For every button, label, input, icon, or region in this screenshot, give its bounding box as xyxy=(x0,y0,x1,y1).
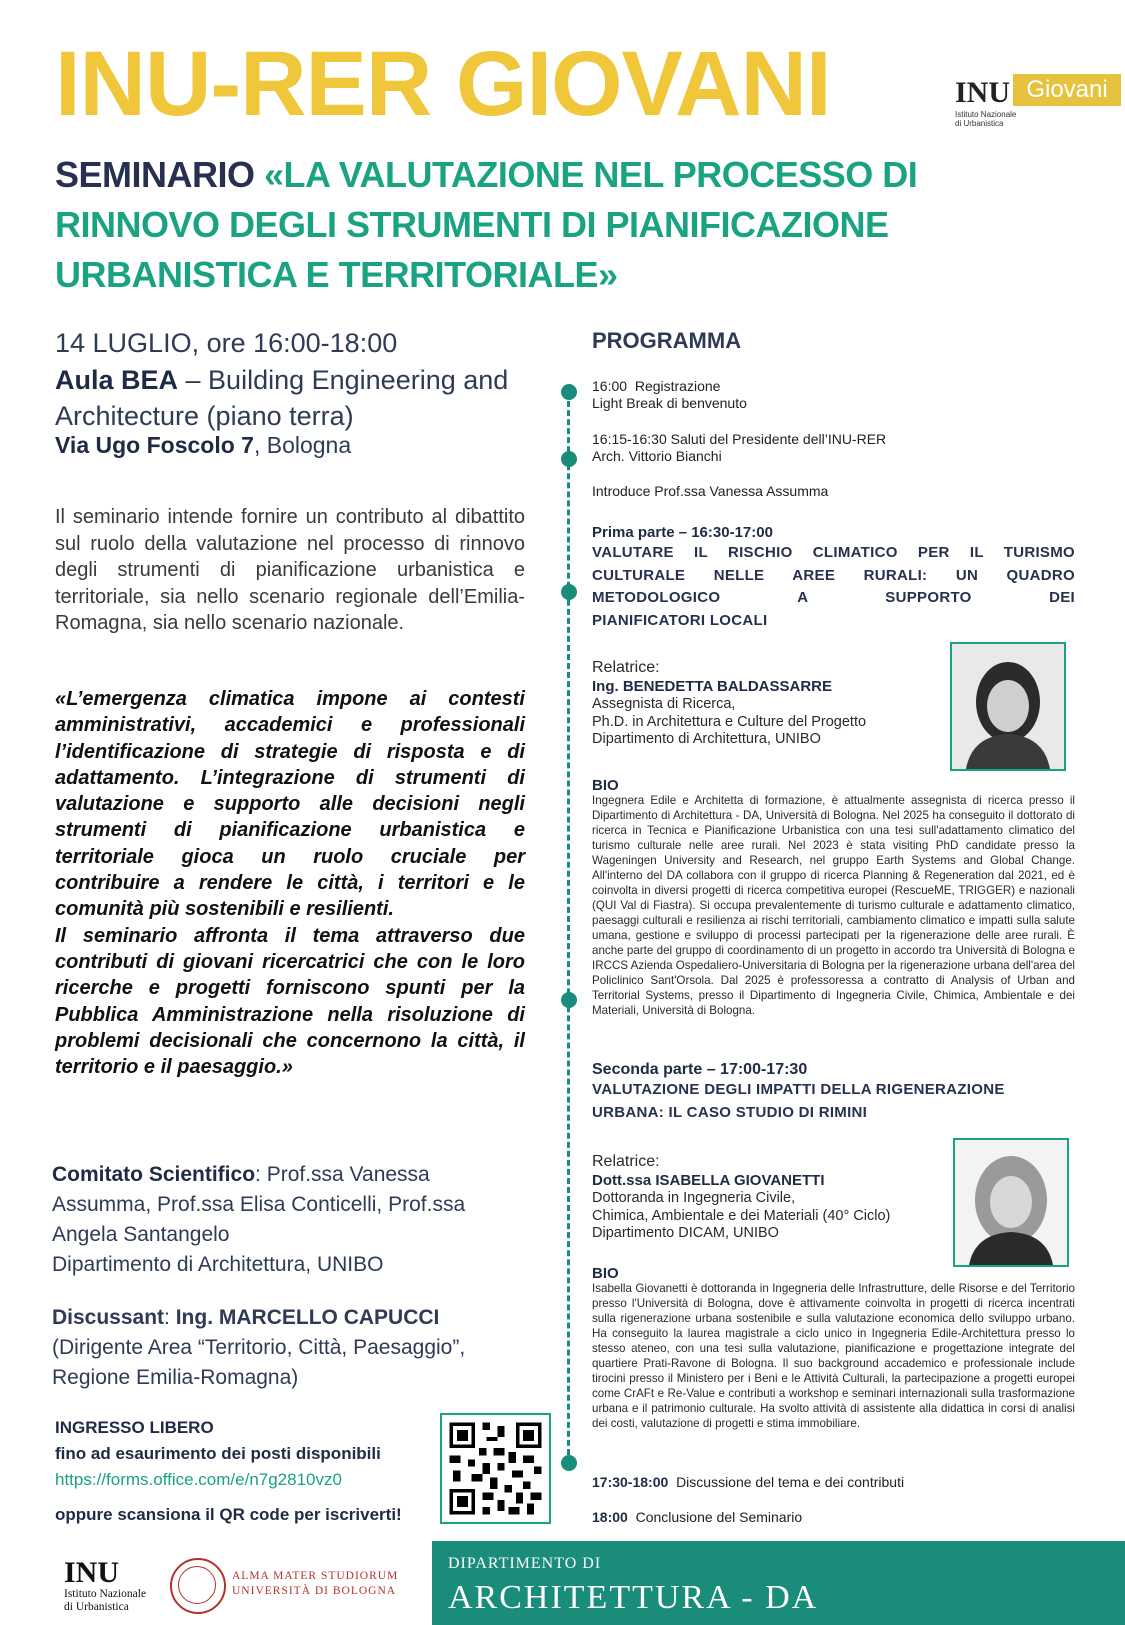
logo-subtitle: Istituto Nazionale di Urbanistica xyxy=(955,110,1017,128)
timeline-dot xyxy=(561,992,577,1008)
event-venue: Aula BEA – Building Engineering and Architecture (piano terra) xyxy=(55,365,509,431)
seminar-name: «LA VALUTAZIONE NEL PROCESSO DI RINNOVO DEGLI STRUMENTI DI PIANIFICAZIONE URBANISTICA E TERRITORIALE» xyxy=(55,154,918,295)
unibo-logo: ALMA MATER STUDIORUM UNIVERSITÀ DI BOLOGNA xyxy=(170,1558,420,1618)
seminar-title xyxy=(55,150,1015,300)
discussant: Discussant: Ing. MARCELLO CAPUCCI (Dirigente Area “Territorio, Città, Paesaggio”, Regione Emilia-Romagna) xyxy=(52,1306,466,1389)
part2-heading: Seconda parte – 17:00-17:30 xyxy=(592,1061,808,1078)
prog-discussione: 17:30-18:00 Discussione del tema e dei contributi xyxy=(592,1474,905,1490)
bio1-text: Ingegnera Edile e Architetta di formazione, è attualmente assegnista di ricerca presso il Dipartimento di Architettura - DA, Università di Bologna. Nel 2025 ha conseguito il dottorato di ricerca in Tecnica e Pianificazione Urbanistica con una tesi sull'adattamento climatico del turismo culturale nelle aree rurali. Nel 2023 è stata visiting PhD candidate presso la Wageningen University and Research, nel gruppo Earth Systems and Global Change. All'interno del DA collabora con il gruppo di ricerca Planning & Regeneration dal 2021, ed è coinvolta in diversi progetti di ricerca competitiva europei (RescueME, TRIGGER) e nazionali (QUI Val di Fiastra). Si occupa prevalentemente di turismo culturale e adattamento climatico, paesaggi culturali e resilienza ai rischi territoriali, cambiamento climatico e impatti sulla salute umana, gestione e sviluppo di processi partecipati per la rigenerazione delle aree rurali. È anche parte del gruppo di coordinamento di un progetto in accordo tra Università di Bologna e IRCCS Azienda Ospedaliero-Universitaria di Bologna per la rigenerazione urbana dell'area del Policlinico Sant'Orsola. Dal 2025 è professoressa a contratto di Analysis of Urban and Territorial Systems, presso il Dipartimento di Ingegneria Civile, Chimica, Ambientale e dei Materiali, Università di Bologna. xyxy=(592,794,1075,1017)
timeline-dot xyxy=(561,584,577,600)
prog-saluti: 16:15-16:30 Saluti del Presidente dell’INU-RER Arch. Vittorio Bianchi xyxy=(592,431,887,464)
intro-paragraph: Il seminario intende fornire un contributo al dibattito sul ruolo della valutazione nel processo di rinnovo degli strumenti di pianificazione urbanistica e territoriale, sia nello scenario regionale dell’Emilia-Romagna, sia nello scenario nazionale. xyxy=(55,506,525,634)
speaker2-info: Relatrice: Dott.ssa ISABELLA GIOVANETTI Dottoranda in Ingegneria Civile, Chimica, Ambientale e dei Materiali (40° Ciclo) Dipartimento DICAM, UNIBO xyxy=(592,1153,891,1241)
timeline-dot xyxy=(561,451,577,467)
bio1-heading: BIO xyxy=(592,777,619,794)
page-title: INU-RER GIOVANI xyxy=(55,33,831,135)
event-address: Via Ugo Foscolo 7, Bologna xyxy=(55,432,352,458)
bio2-text: Isabella Giovanetti è dottoranda in Ingegneria delle Infrastrutture, delle Risorse e del Territorio presso l'Università di Bologna, dove è attivamente coinvolta in progetti di ricerca incentrati sulla rigenerazione urbana sostenibile e sulla valutazione economica dello sviluppo urbano. Ha conseguito la laurea magistrale a ciclo unico in Ingegneria Edile-Architettura presso lo stesso ateneo, con una tesi sulla valutazione, pianificazione e progettazione integrate del quartiere Prati-Ravone di Bologna. Il suo background accademico e professionale include tirocini presso il Ministero per i Beni e le Attività Culturali, la partecipazione a progetti europei come CrAFt e Re-Value e contributi a workshop e seminari internazionali sulla trasformazione urbana e il patrimonio culturale. Ha svolto attività di assistente alla didattica in corsi di analisi dei costi, valutazione di progetti e stima immobiliare. xyxy=(592,1282,1075,1430)
ingresso-libero: INGRESSO LIBERO xyxy=(55,1418,214,1437)
prog-registrazione: 16:00 Registrazione Light Break di benvenuto xyxy=(592,378,747,411)
part1-heading: Prima parte – 16:30-17:00 xyxy=(592,524,773,541)
timeline-dot xyxy=(561,384,577,400)
qr-code-icon[interactable] xyxy=(440,1413,551,1524)
seminar-prefix: SEMINARIO xyxy=(55,154,265,195)
logo-giovani: Giovani xyxy=(1013,74,1121,106)
prog-conclusione: 18:00 Conclusione del Seminario xyxy=(592,1509,803,1525)
speaker1-photo xyxy=(950,642,1066,771)
timeline-dot xyxy=(561,1455,577,1471)
registration-link[interactable]: https://forms.office.com/e/n7g2810vz0 xyxy=(55,1470,342,1489)
programma-title: PROGRAMMA xyxy=(592,328,742,353)
talk2-title: VALUTAZIONE DEGLI IMPATTI DELLA RIGENERAZIONE URBANA: IL CASO STUDIO DI RIMINI xyxy=(592,1081,1005,1121)
event-date: 14 LUGLIO, ore 16:00-18:00 xyxy=(55,328,398,358)
inu-logo: INU Istituto Nazionale di Urbanistica xyxy=(64,1556,147,1613)
registration-note: fino ad esaurimento dei posti disponibili xyxy=(55,1444,381,1463)
bio2-heading: BIO xyxy=(592,1265,619,1282)
comitato-scientifico: Comitato Scientifico: Prof.ssa Vanessa Assumma, Prof.ssa Elisa Conticelli, Prof.ssa Angela Santangelo Dipartimento di Architettura, UNIBO xyxy=(52,1163,466,1276)
speaker1-info: Relatrice: Ing. BENEDETTA BALDASSARRE Assegnista di Ricerca, Ph.D. in Architettura e Culture del Progetto Dipartimento di Architettura, UNIBO xyxy=(592,659,867,747)
department-banner: DIPARTIMENTO DI ARCHITETTURA - DA xyxy=(432,1541,1125,1625)
logo-inu: INU xyxy=(955,76,1011,109)
inu-giovani-logo xyxy=(955,74,1125,128)
speaker2-photo xyxy=(953,1138,1069,1267)
prog-introduce: Introduce Prof.ssa Vanessa Assumma xyxy=(592,483,829,499)
qr-instruction: oppure scansiona il QR code per iscriverti! xyxy=(55,1505,402,1524)
quote-paragraph: «L’emergenza climatica impone ai contesti amministrativi, accademici e professionali l’identificazione di strategie di risposta e di adattamento. L’integrazione di strumenti di valutazione e supporto alle decisioni negli strumenti di pianificazione urbanistica e territoriale gioca un ruolo cruciale per contribuire a rendere le città, i territori e le comunità più sostenibili e resilienti. Il seminario affronta il tema attraverso due contributi di giovani ricercatrici che con le loro ricerche e progetti forniscono spunti per la Pubblica Amministrazione nella risoluzione di problemi decisionali che concernono la città, il territorio e il paesaggio.» xyxy=(55,688,525,1079)
talk1-title: VALUTARE IL RISCHIO CLIMATICO PER IL TURISMO CULTURALE NELLE AREE RURALI: UN QUADRO METODOLOGICO A SUPPORTO DEI PIANIFICATORI LOCALI xyxy=(592,544,1076,629)
timeline-line xyxy=(567,392,570,1464)
